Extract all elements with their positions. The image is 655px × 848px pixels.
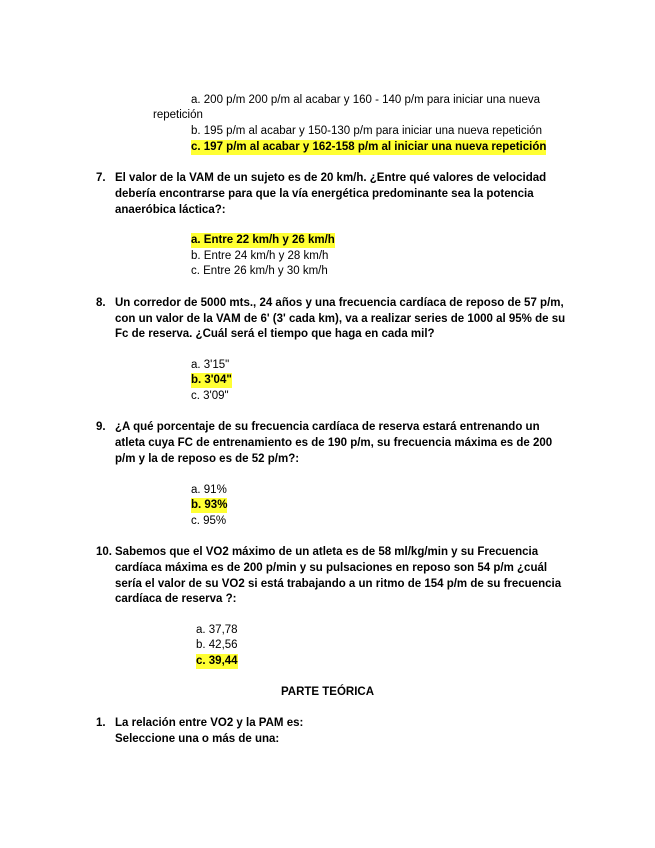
q7-text-line1: El valor de la VAM de un sujeto es de 20 km/h. ¿Entre qué valores de velocidad <box>115 172 547 184</box>
q6-option-a-line1: a. 200 p/m 200 p/m al acabar y 160 - 140 p/m para iniciar una nueva <box>191 94 541 106</box>
q10-text-line4: cardíaca de reserva ?: <box>115 593 237 605</box>
q9-text-line1: ¿A qué porcentaje de su frecuencia cardíaca de reserva estará entrenando un <box>115 421 540 433</box>
q8-text-line1: Un corredor de 5000 mts., 24 años y una frecuencia cardíaca de reposo de 57 p/m, <box>115 297 564 309</box>
q6-option-c-correct: c. 197 p/m al acabar y 162-158 p/m al iniciar una nueva repetición <box>191 141 547 153</box>
q8-text-line2: con un valor de la VAM de 6' (3' cada km), va a realizar series de 1000 al 95% de su <box>115 313 566 325</box>
q9-text-line3: p/m y la de reposo es de 52 p/m?: <box>115 453 300 465</box>
section-title: PARTE TEÓRICA <box>280 686 375 698</box>
q8-number: 8. <box>96 297 106 309</box>
t1-text-line2: Seleccione una o más de una: <box>115 733 280 745</box>
q7-option-c: c. Entre 26 km/h y 30 km/h <box>191 265 328 277</box>
q10-option-c-correct: c. 39,44 <box>196 655 238 667</box>
q10-option-a: a. 37,78 <box>196 624 238 636</box>
q9-number: 9. <box>96 421 106 433</box>
t1-number: 1. <box>96 717 106 729</box>
q7-number: 7. <box>96 172 106 184</box>
q10-text-line3: sería el valor de su VO2 si está trabajando a un ritmo de 154 p/m de su frecuencia <box>115 578 562 590</box>
q10-text-line2: cardíaca máxima es de 200 p/min y su pulsaciones en reposo son 54 p/m ¿cuál <box>115 562 548 574</box>
q9-text-line2: atleta cuya FC de entrenamiento es de 190 p/m, su frecuencia máxima es de 200 <box>115 437 553 449</box>
q10-option-b: b. 42,56 <box>196 639 238 651</box>
q6-option-a-line2: repetición <box>153 109 203 121</box>
q6-option-b: b. 195 p/m al acabar y 150-130 p/m para iniciar una nueva repetición <box>191 125 542 137</box>
q7-option-a-correct: a. Entre 22 km/h y 26 km/h <box>191 234 335 246</box>
q9-option-c: c. 95% <box>191 515 227 527</box>
q9-option-a: a. 91% <box>191 484 227 496</box>
t1-text-line1: La relación entre VO2 y la PAM es: <box>115 717 304 729</box>
q8-text-line3: Fc de reserva. ¿Cuál será el tiempo que haga en cada mil? <box>115 328 435 340</box>
q7-option-b: b. Entre 24 km/h y 28 km/h <box>191 250 329 262</box>
q10-text-line1: Sabemos que el VO2 máximo de un atleta es de 58 ml/kg/min y su Frecuencia <box>115 546 539 558</box>
q8-option-a: a. 3'15" <box>191 359 230 371</box>
q9-option-b-correct: b. 93% <box>191 499 228 511</box>
q7-text-line2: debería encontrarse para que la vía energética predominante sea la potencia <box>115 188 534 200</box>
q7-text-line3: anaeróbica láctica?: <box>115 204 226 216</box>
q8-option-b-correct: b. 3'04" <box>191 374 232 386</box>
q8-option-c: c. 3'09" <box>191 390 229 402</box>
q10-number: 10. <box>96 546 112 558</box>
